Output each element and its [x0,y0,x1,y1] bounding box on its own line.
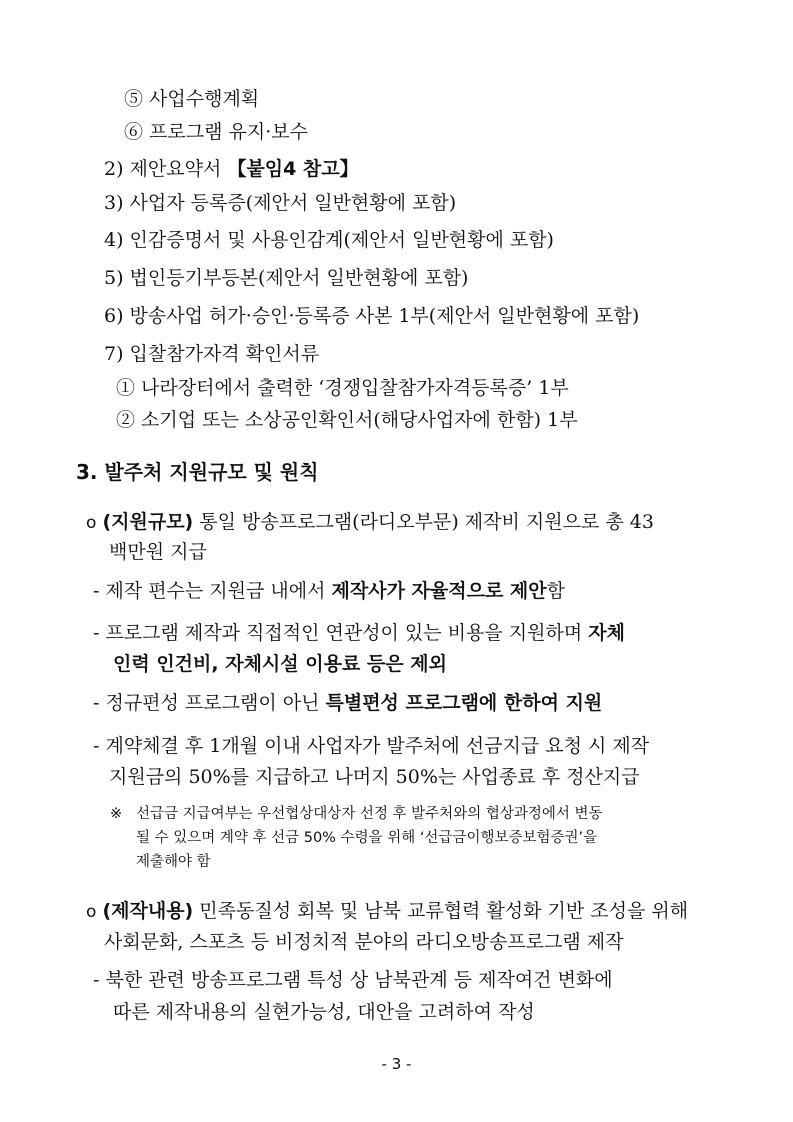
doc-item-4: 4) 인감증명서 및 사용인감계(제안서 일반현황에 포함) [104,229,554,251]
scale-paragraph [86,509,654,536]
content-text: 민족동질성 회복 및 남북 교류협력 활성화 기반 조성을 위해 [193,900,689,922]
section-heading: 3. 발주처 지원규모 및 원칙 [76,460,319,484]
bullet-feasibility-cont: 따른 제작내용의 실현가능성, 대안을 고려하여 작성 [113,1001,535,1023]
bullet-costs-emphasis: 자체 [588,622,625,644]
scale-text-cont: 백만원 지급 [109,541,207,563]
note-mark: ※ [110,806,123,822]
list-item-plan: ⑤ 사업수행계획 [124,88,260,110]
bullet-payment: - 계약체결 후 1개월 이내 사업자가 발주처에 선금지급 요청 시 제작 [93,735,650,757]
doc-item-6: 6) 방송사업 허가·승인·등록증 사본 1부(제안서 일반현황에 포함) [104,305,640,327]
bullet-feasibility: - 북한 관련 방송프로그램 특성 상 남북관계 등 제작여건 변화에 [93,969,613,991]
doc-item-2 [104,156,359,182]
content-label: (제작내용) [102,900,194,922]
bullet-costs-text: - 프로그램 제작과 직접적인 연관성이 있는 비용을 지원하며 [93,622,589,644]
doc-item-3: 3) 사업자 등록증(제안서 일반현황에 포함) [104,192,457,214]
bullet-special-text: - 정규편성 프로그램이 아닌 [93,692,326,714]
bullet-costs-emphasis-cont: 인력 인건비, 자체시설 이용료 등은 제외 [113,653,447,675]
scale-text: 통일 방송프로그램(라디오부문) 제작비 지원으로 총 43 [193,511,654,533]
doc-item-2-text: 2) 제안요약서 [104,158,228,180]
note-line-3: 제출해야 함 [136,854,211,870]
circle-bullet-icon: o [86,513,97,533]
bullet-payment-cont: 지원금의 50%를 지급하고 나머지 50%는 사업종료 후 정산지급 [109,766,640,788]
doc-item-2-ref: 【붙임4 참고】 [227,158,359,180]
bullet-episodes [93,578,565,604]
doc-item-7-2: ② 소기업 또는 소상공인확인서(해당사업자에 한함) 1부 [116,409,578,431]
scale-label: (지원규모) [102,511,194,533]
doc-item-7-1: ① 나라장터에서 출력한 ‘경쟁입찰참가자격등록증’ 1부 [116,377,569,399]
circle-bullet-icon: o [86,902,97,922]
bullet-special-emphasis: 특별편성 프로그램에 한하여 지원 [325,692,603,714]
note-line-2: 될 수 있으며 계약 후 선금 50% 수령을 위해 ‘선급금이행보증보험증권’을 [136,830,598,846]
note-line-1: 선급금 지급여부는 우선협상대상자 선정 후 발주처와의 협상과정에서 변동 [136,806,603,822]
content-paragraph [86,898,688,925]
doc-item-5: 5) 법인등기부등본(제안서 일반현황에 포함) [104,267,469,289]
bullet-episodes-emphasis: 제작사가 자율적으로 제안 [331,580,547,602]
bullet-special [93,690,602,716]
content-text-cont: 사회문화, 스포츠 등 비정치적 분야의 라디오방송프로그램 제작 [104,931,624,953]
list-item-maintenance: ⑥ 프로그램 유지·보수 [124,121,308,143]
bullet-costs [93,620,625,646]
doc-item-7: 7) 입찰참가자격 확인서류 [104,343,320,365]
bullet-episodes-end: 함 [546,580,565,602]
page-number: - 3 - [381,1055,412,1073]
bullet-episodes-text: - 제작 편수는 지원금 내에서 [93,580,332,602]
